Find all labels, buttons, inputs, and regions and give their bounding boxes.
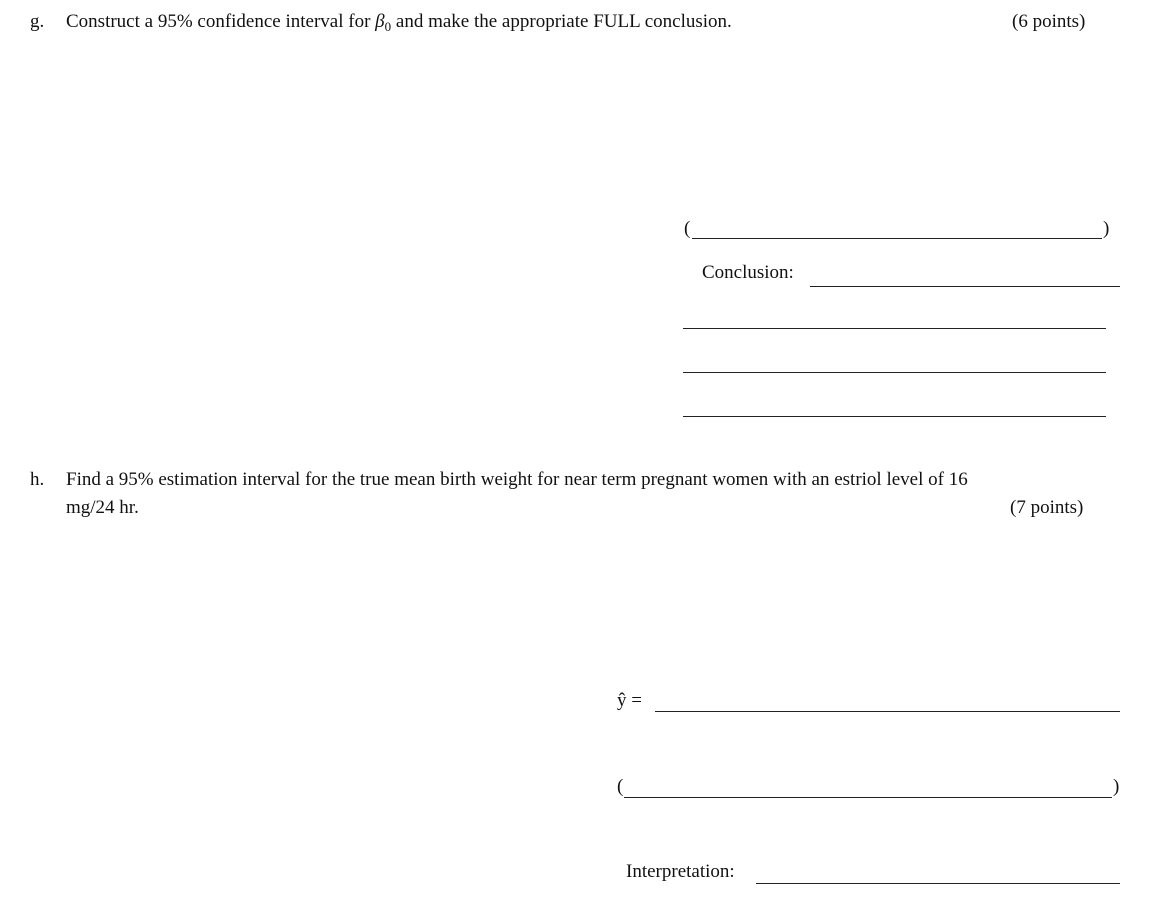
- g-interval-open-paren: (: [684, 218, 691, 239]
- interpretation-label: Interpretation:: [626, 861, 735, 882]
- question-g-text-after: and make the appropriate FULL conclusion.: [391, 11, 732, 32]
- yhat-label: ŷ =: [617, 690, 642, 711]
- question-g-text-before: Construct a 95% confidence interval for: [66, 11, 376, 32]
- question-h-points: (7 points): [1010, 497, 1084, 518]
- beta-symbol: β: [375, 11, 385, 32]
- h-interval-close-paren: ): [1113, 776, 1120, 797]
- h-interval-open-paren: (: [617, 776, 624, 797]
- question-g-text: [66, 11, 732, 35]
- conclusion-label: Conclusion:: [702, 262, 794, 283]
- question-h-line2: mg/24 hr.: [66, 497, 139, 518]
- conclusion-answer-line-4[interactable]: [683, 416, 1106, 417]
- yhat-answer-line[interactable]: [655, 711, 1120, 712]
- question-g-points: (6 points): [1012, 11, 1086, 32]
- conclusion-answer-line-3[interactable]: [683, 372, 1106, 373]
- question-h-line1: Find a 95% estimation interval for the true mean birth weight for near term pregnant women with an estriol level of 16: [66, 469, 968, 490]
- conclusion-answer-line[interactable]: [810, 286, 1120, 287]
- question-h-letter: h.: [30, 469, 45, 490]
- interpretation-answer-line[interactable]: [756, 883, 1120, 884]
- conclusion-answer-line-2[interactable]: [683, 328, 1106, 329]
- g-interval-answer-line[interactable]: [692, 238, 1102, 239]
- question-g-letter: g.: [30, 11, 45, 32]
- beta-subscript: 0: [384, 19, 392, 34]
- h-interval-answer-line[interactable]: [624, 797, 1112, 798]
- g-interval-close-paren: ): [1103, 218, 1110, 239]
